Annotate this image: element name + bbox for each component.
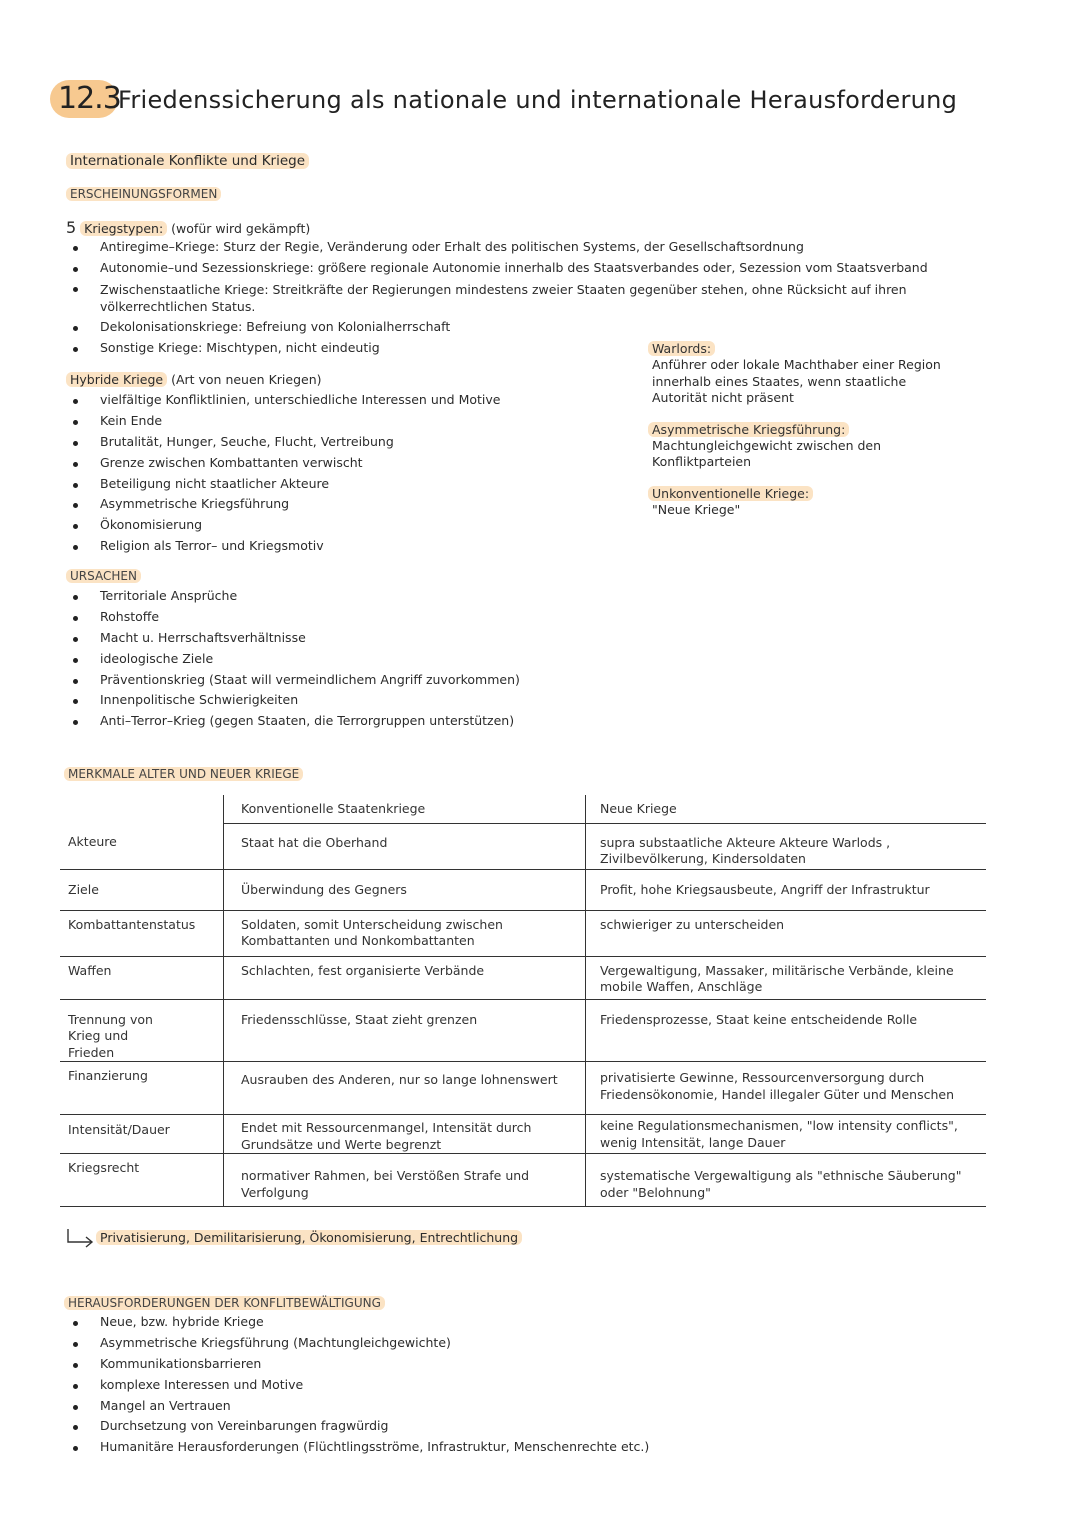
list-item: Asymmetrische Kriegsführung (Machtungleichgewichte) <box>70 1333 770 1354</box>
list-item: Neue, bzw. hybride Kriege <box>70 1312 770 1333</box>
page-title: Friedenssicherung als nationale und internationale Herausforderung <box>118 86 958 114</box>
table-row: Waffen Schlachten, fest organisierte Verbände Vergewaltigung, Massaker, militärische Verbände, kleine mobile Waffen, Anschläge <box>60 956 986 999</box>
title-number-badge <box>50 80 121 118</box>
list-item: Ökonomisierung <box>70 515 630 536</box>
kriegstypen-heading <box>66 218 310 237</box>
list-item: Brutalität, Hunger, Seuche, Flucht, Vertreibung <box>70 432 630 453</box>
list-item: ideologische Ziele <box>70 649 670 670</box>
definition-asymmetrische: Asymmetrische Kriegsführung: Machtungleichgewicht zwischen den Konfliktparteien <box>648 422 948 471</box>
table-row: Intensität/Dauer Endet mit Ressourcenmangel, Intensität durch Grundsätze und Werte begrenzt keine Regulationsmechanismen, "low intensity conflicts", wenig Intensität, lange Dauer <box>60 1115 986 1154</box>
list-item: Asymmetrische Kriegsführung <box>70 494 630 515</box>
list-item: komplexe Interessen und Motive <box>70 1375 770 1396</box>
list-item: Kein Ende <box>70 411 630 432</box>
merkmale-label: MERKMALE ALTER UND NEUER KRIEGE <box>64 767 303 781</box>
table-header-row <box>60 795 986 823</box>
title-number: 12.3 <box>58 81 121 116</box>
ursachen-list <box>70 586 670 732</box>
herausforderungen-label: HERAUSFORDERUNGEN DER KONFLITBEWÄLTIGUNG <box>64 1296 385 1310</box>
definition-warlords: Warlords: Anführer oder lokale Machthaber einer Region innerhalb eines Staates, wenn staatliche Autorität nicht präsent <box>648 341 948 407</box>
list-item: vielfältige Konfliktlinien, unterschiedliche Interessen und Motive <box>70 390 630 411</box>
arrow-right-icon <box>64 1228 96 1248</box>
list-item: Humanitäre Herausforderungen (Flüchtlingsströme, Infrastruktur, Menschenrechte etc.) <box>70 1437 770 1458</box>
list-item: Religion als Terror– und Kriegsmotiv <box>70 536 630 557</box>
conclusion-text: Privatisierung, Demilitarisierung, Ökonomisierung, Entrechtlichung <box>96 1230 522 1245</box>
table-row: Kriegsrecht normativer Rahmen, bei Verstößen Strafe und Verfolgung systematische Vergewaltigung als "ethnische Säuberung" oder "Belohnung" <box>60 1154 986 1207</box>
list-item: Territoriale Ansprüche <box>70 586 670 607</box>
list-item: Innenpolitische Schwierigkeiten <box>70 690 670 711</box>
list-item: Dekolonisationskriege: Befreiung von Kolonialherrschaft <box>70 317 970 338</box>
list-item: Anti–Terror–Krieg (gegen Staaten, die Terrorgruppen unterstützen) <box>70 711 670 732</box>
list-item: Grenze zwischen Kombattanten verwischt <box>70 453 630 474</box>
list-item: Autonomie–und Sezessionskriege: größere regionale Autonomie innerhalb des Staatsverbandes oder, Sezession vom Staatsverband <box>70 258 970 279</box>
kriegstypen-label: Kriegstypen: <box>80 221 167 236</box>
column-header-old: Konventionelle Staatenkriege <box>224 795 586 823</box>
hybride-heading <box>66 372 322 387</box>
kriegstypen-note: (wofür wird gekämpft) <box>171 221 311 236</box>
column-header-new: Neue Kriege <box>586 795 987 823</box>
list-item: Mangel an Vertrauen <box>70 1396 770 1417</box>
section-heading: Internationale Konflikte und Kriege <box>66 153 309 169</box>
table-row: Ziele Überwindung des Gegners Profit, hohe Kriegsausbeute, Angriff der Infrastruktur <box>60 869 986 910</box>
list-item: Sonstige Kriege: Mischtypen, nicht eindeutig <box>70 338 970 359</box>
table-row: Finanzierung Ausrauben des Anderen, nur so lange lohnenswert privatisierte Gewinne, Ressourcenversorgung durch Friedensökonomie, Handel illegaler Güter und Menschen <box>60 1062 986 1115</box>
herausforderungen-list <box>70 1312 770 1458</box>
list-item: Präventionskrieg (Staat will vermeindlichem Angriff zuvorkommen) <box>70 670 670 691</box>
definitions-panel <box>648 341 948 518</box>
table-row: Akteure Staat hat die Oberhand supra substaatliche Akteure Akteure Warlods , Zivilbevölkerung, Kindersoldaten <box>60 823 986 869</box>
table-row: Trennung von Krieg und Frieden Friedensschlüsse, Staat zieht grenzen Friedensprozesse, Staat keine entscheidende Rolle <box>60 999 986 1062</box>
list-item: Macht u. Herrschaftsverhältnisse <box>70 628 670 649</box>
list-item: Kommunikationsbarrieren <box>70 1354 770 1375</box>
list-item: Zwischenstaatliche Kriege: Streitkräfte der Regierungen mindestens zweier Staaten gegenüber stehen, ohne Rücksicht auf ihren völkerrechtlichen Status. <box>70 279 930 317</box>
hybride-label: Hybride Kriege <box>66 372 167 387</box>
list-item: Beteiligung nicht staatlicher Akteure <box>70 474 630 495</box>
table-row: Kombattantenstatus Soldaten, somit Unterscheidung zwischen Kombattanten und Nonkombattanten schwieriger zu unterscheiden <box>60 910 986 956</box>
hybride-list <box>70 390 630 557</box>
list-item: Rohstoffe <box>70 607 670 628</box>
comparison-table <box>60 795 986 1207</box>
hybride-note: (Art von neuen Kriegen) <box>171 372 322 387</box>
list-item: Durchsetzung von Vereinbarungen fragwürdig <box>70 1416 770 1437</box>
definition-unkonventionelle: Unkonventionelle Kriege: "Neue Kriege" <box>648 486 948 519</box>
kriegstypen-number: 5 <box>66 218 77 237</box>
erscheinungsformen-label: ERSCHEINUNGSFORMEN <box>66 187 221 201</box>
ursachen-label: URSACHEN <box>66 569 141 583</box>
list-item: Antiregime–Kriege: Sturz der Regie, Veränderung oder Erhalt des politischen Systems, der Gesellschaftsordnung <box>70 237 970 258</box>
